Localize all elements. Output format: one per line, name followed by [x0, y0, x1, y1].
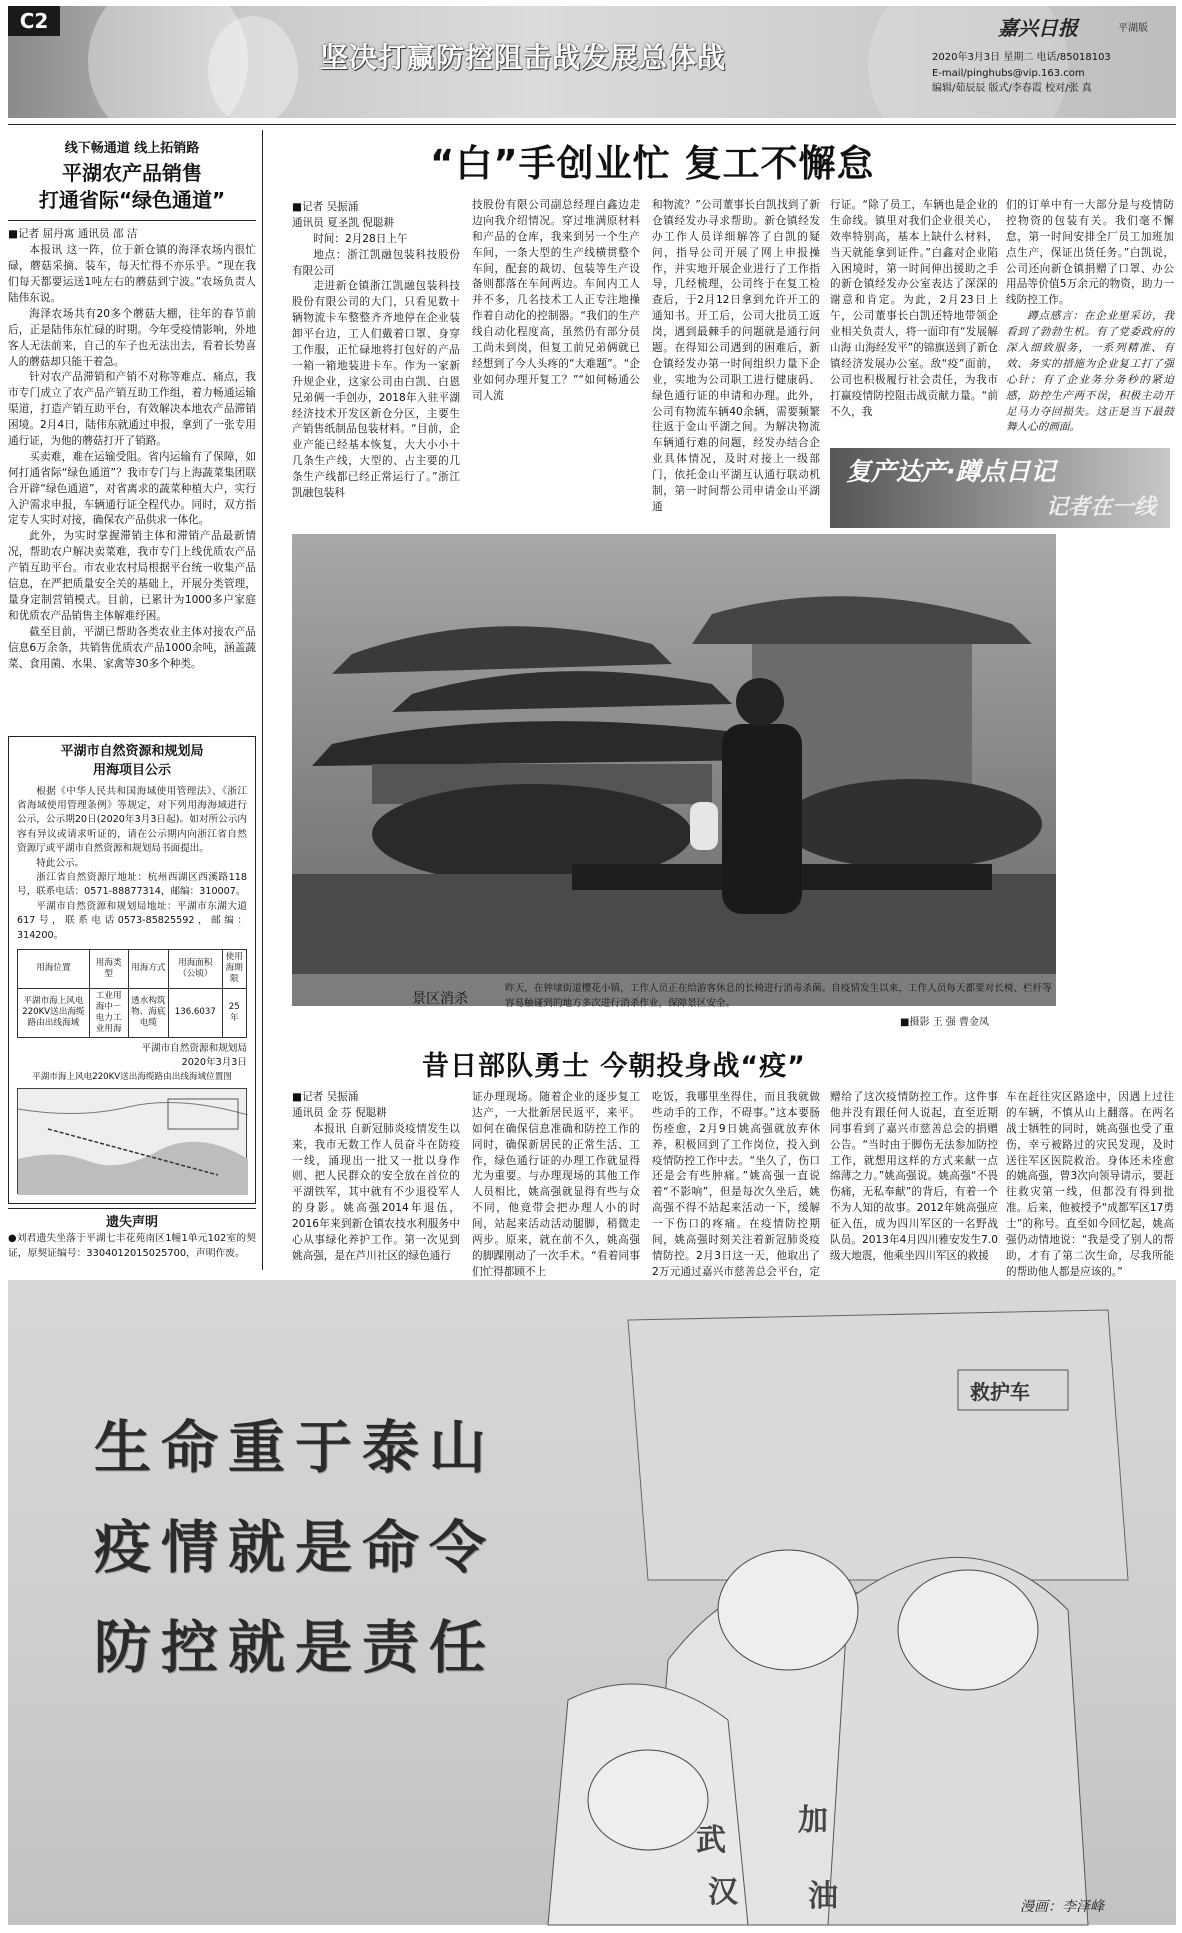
edition-label: 平湖版	[1118, 23, 1148, 34]
map-caption: 平湖市海上风电220KV送出海缆路由出线海域位置图	[32, 1072, 232, 1083]
notice-org: 平湖市自然资源和规划局	[60, 744, 204, 759]
paragraph: 赠给了这次疫情防控工作。这件事他并没有跟任何人说起，直至近期同事看到了嘉兴市慈善总会的捐赠公告。“当时由于脚伤无法参加防控工作，就想用这样的方式来献一点绵薄之力。”姚高强说。姚高强“不畏伤痛，无私奉献”的背后，有着一个不为人知的故事。2012年姚高强应征入伍，成为四川军区的一名野战队员。2013年4月四川雅安发生7.0级大地震，他乘坐四川军区的救援	[830, 1091, 998, 1262]
paragraph: 截至目前，平湖已帮助各类农业主体对接农产品信息6万余条，共销售优质农产品1000余吨，涵盖蔬菜、食用菌、水果、家禽等30多个种类。	[8, 625, 256, 670]
sea-use-table	[17, 949, 247, 1038]
illustration-credit: 漫画：李泽峰	[1020, 1899, 1104, 1915]
suit-text-1: 武	[696, 1823, 726, 1858]
table-cell: 透水构筑物、海底电缆	[128, 988, 169, 1038]
second-article-col3	[652, 1090, 820, 1278]
main-article-time: 时间：2月28日上午	[313, 232, 408, 245]
table-header: 用海位置	[18, 949, 90, 988]
left-article-title-line2: 打通省际“绿色通道”	[38, 188, 226, 213]
paragraph: 根据《中华人民共和国海域使用管理法》、《浙江省海域使用管理条例》等规定，对下列用海海域进行公示，公示期20日(2020年3月3日起)。如对所公示内容有异议或请求听证的，请在公示期内向浙江省自然资源厅或平湖市自然资源和规划局书面提出。	[17, 785, 247, 855]
main-article-place: 地点：浙江凯融包装科技股份有限公司	[292, 248, 460, 277]
table-row	[18, 988, 247, 1038]
paragraph: 本报讯 这一阵，位于新仓镇的海泽农场内很忙碌，蘑菇采摘、装车，每天忙得不亦乐乎。“现在我们每天都要运送1吨左右的蘑菇到宁波。”农场负责人陆伟东说。	[8, 244, 256, 305]
photo-credit: ■摄影 王 强 曹金凤	[900, 1017, 989, 1028]
table-header: 用海方式	[128, 949, 169, 988]
second-article-col2	[472, 1090, 640, 1278]
left-article-byline: ■记者 屈丹寓 通讯员 邵 洁	[8, 228, 138, 241]
second-article-col5	[1006, 1090, 1174, 1278]
table-cell: 25年	[222, 988, 247, 1038]
second-article-col1	[292, 1090, 460, 1270]
location-map	[17, 1088, 247, 1194]
second-article-byline: ■记者 吴振涌 通讯员 金 芬 倪聪耕	[292, 1091, 387, 1119]
slogan-line3: 防控就是责任	[94, 1615, 496, 1681]
anti-epidemic-illustration	[8, 1280, 1176, 1925]
left-article	[8, 140, 256, 672]
slogan-line2: 疫情就是命令	[94, 1515, 496, 1581]
main-article-title: “白”手创业忙 复工不懈怠	[430, 142, 875, 185]
page-code: C2	[8, 6, 60, 36]
paragraph: 们的订单中有一大部分是与疫情防控物资的包装有关。我们毫不懈怠，第一时间安排全厂员工加班加点生产，保证出货任务。”白凯说，公司还向新仓镇捐赠了口罩、办公用品等价值5万余元的物资，助力一线防控工作。	[1006, 199, 1174, 307]
diary-banner	[830, 448, 1170, 528]
paragraph: 行证。“除了员工，车辆也是企业的生命线。镇里对我们企业很关心，效率特别高，基本上缺什么材料，当天就能拿到证件。”白鑫对企业陷入困境时，第一时间伸出援助之手的新仓镇经发办公室表达了深深的谢意和肯定。为此，2月23日上午，公司董事长白凯还特地带领企业相关负责人，将一面印有“发展解山海 山海经发平”的锦旗送到了新仓镇经济发展办公室。敌“疫”面前，公司也积极履行社会责任，为我市打赢疫情防控阻击战贡献力量。“前不久，我	[830, 199, 998, 418]
suit-text-2: 加	[798, 1803, 828, 1838]
table-cell: 平湖市海上风电220KV送出海缆路由出线海域	[18, 988, 90, 1038]
paragraph: 证办理现场。随着企业的逐步复工达产，一大批新居民返平，来平。如何在确保信息准确和防控工作的同时，确保新居民的正常生活、工作，绿色通行证的办理工作就显得尤为重要。与办理现场的其他工作人员相比，姚高强就显得有些与众不同，他竟带会把办理人小的时间，站起来活动活动腿脚，稍微走两步。原来，就在前不久，姚高强的脚踝刚动了一次手术。“看着同事们忙得都顾不上	[472, 1091, 640, 1278]
table-cell: 136.6037	[169, 988, 222, 1038]
diary-banner-subtitle: 记者在一线	[1045, 495, 1156, 520]
paragraph: 和物流？”公司董事长白凯找到了新仓镇经发办寻求帮助。新仓镇经发办工作人员详细解答了白凯的疑问，指导公司开展了网上申报操作，并实地开展企业进行了工作指导，几经梳理，公司终于在复工检查后，于2月12日拿到允许开工的通知书。开工后，公司大批员工返岗，遇到最棘手的问题就是通行问题。在得知公司遇到的困难后，新仓镇经发办第一时间组织力量下企业，实地为公司职工进行健康码、绿色通行证的申请和办理。此外，公司有物流车辆40余辆，需要频繁往返于金山平湖之间。为解决物流车辆通行难的问题，经发办结合企业具体情况，及时对接上一级部门，依托金山平湖互认通行联动机制，第一时间帮公司申请金山平湖通	[652, 199, 820, 513]
main-article-byline: ■记者 吴振涌 通讯员 夏圣凯 倪聪耕	[292, 201, 395, 229]
page-header-title: 坚决打赢防控阻击战发展总体战	[320, 41, 727, 74]
lost-notice-body: ●刘君遗失坐落于平湖七丰花苑南区1幢1单元102室的契证，原契证编号：3304012015025700，声明作废。	[8, 1233, 256, 1260]
paragraph: 吃饭，我哪里坐得住，而且我就做些动手的工作，不碍事。”这本要肠伤痊愈，2月9日姚高强就放弃休养，积极回到了工作岗位，投入到疫情防控工作中去。“坐久了，伤口还是会有些肿痛。”姚高强一直说着“不影响”，但是每次久坐后，姚高强不得不站起来活动一下，缓解一下伤口的疼痛。在疫情防控期间，姚高强时刻关注着新冠肺炎疫情防控。2月3日这一天，他取出了2万元通过嘉兴市慈善总会平台，定	[652, 1091, 820, 1278]
paper-logo: 嘉兴日报	[998, 16, 1078, 40]
illustration-graphic	[8, 1280, 1176, 1925]
table-header: 用海类型	[89, 949, 128, 988]
notice-body	[17, 785, 247, 943]
table-header: 使用海期限	[222, 949, 247, 988]
suit-text-3: 汉	[708, 1875, 738, 1910]
photo-label: 景区消杀	[412, 991, 468, 1007]
paragraph: 针对农产品滞销和产销不对称等难点、痛点，我市专门成立了农产品产销互助工作组，着力畅通运输渠道，打造产销互助平台，有效解决本地农产品滞销困境。2月4日，陆伟东就通过申报，拿到了一张专用通行证，为他的蘑菇打开了销路。	[8, 371, 256, 448]
paragraph: 技股份有限公司副总经理白鑫边走边向我介绍情况。穿过堆满原材料和产品的仓库，我来到另一个生产车间，一条大型的生产线横贯整个车间，配套的裁切、包装等生产设备则都落在车间两边。车间内工人并不多，几名技术工人正专注地操作着自动化的控制器。“我们的生产线自动化程度高，虽然仍有部分员工尚未到岗，但复工前兄弟俩就已经想到了今人头疼的“大难题”。“企业如何办理开复工？”“如何畅通公司人流	[472, 199, 640, 402]
left-article-kicker: 线下畅通道 线上拓销路	[64, 141, 200, 156]
paragraph: 买卖难，难在运输受阻。省内运输有了保障，如何打通省际“绿色通道”？我市专门与上海蔬菜集团联合开辟“绿色通道”，对省离求的蔬菜种植大户，实行入沪需求申报，车辆通行证全程代办。同时，双方指定专人实时对接，确保农产品供求一体化。	[8, 450, 256, 527]
paragraph: 海泽农场共有20多个蘑菇大棚，往年的春节前后，正是陆伟东忙碌的时期。今年受疫情影响，外地客人无法前来，自己的车子也无法出去，看着长势喜人的蘑菇却只能干着急。	[8, 307, 256, 368]
ambulance-sign: 救护车	[970, 1380, 1030, 1404]
map-graphic	[18, 1089, 248, 1195]
photo-caption: 昨天，在钟埭街道樱花小镇，工作人员正在给游客休息的长椅进行消毒杀菌。自疫情发生以来，工作人员每天都要对长椅、栏杆等容易触碰到的地方多次进行消杀作业，保障景区安全。	[505, 983, 1052, 1009]
paragraph: 浙江省自然资源厅地址：杭州西湖区西溪路118号，联系电话：0571-88877314，邮编：310007。	[17, 872, 247, 898]
main-article-col4	[830, 198, 998, 443]
staff-line: 编辑/茹辰辰 版式/李春霞 校对/张 真	[932, 83, 1092, 94]
notice-title: 用海项目公示	[92, 762, 171, 778]
email-line: E-mail/pinghubs@vip.163.com	[932, 67, 1085, 79]
paragraph: 平湖市自然资源和规划局地址：平湖市东湖大道617号，联系电话0573-85825592，邮编：314200。	[17, 900, 247, 941]
second-article-col4	[830, 1090, 998, 1270]
disinfection-photo	[292, 534, 1056, 1006]
header-meta	[932, 50, 1172, 97]
suit-text-4: 油	[808, 1879, 838, 1914]
reporter-note: 蹲点感言：在企业里采访，我看到了勃勃生机。有了党委政府的深入细致服务，一系列精准、有效、务实的措施为企业复工打了强心针；有了企业务分务秒的紧迫感，防控生产两不误，积极主动开足马力夺回损失。这正是当下最鼓舞人心的画面。	[1006, 310, 1174, 434]
main-article-col5	[1006, 198, 1174, 443]
paragraph: 车在赶往灾区路途中，因遇上过往的车辆，不慎从山上翻落。在两名战士牺牲的同时，姚高强也受了重伤，幸亏被路过的灾民发现，及时送往军区医院救治。身体还未痊愈的姚高强，曾3次向领导请示，要赶往救灾第一线，但都没有得到批准。后来，他被授予“成都军区17勇士”的称号。直至如今回忆起，姚高强仍动情地说：“我是受了别人的帮助，才有了第二次生命，尽我所能的帮助他人都是应该的。”	[1006, 1091, 1174, 1278]
second-article-title: 昔日部队勇士 今朝投身战“疫”	[422, 1051, 806, 1082]
main-article-col2	[472, 198, 640, 405]
left-article-title-line1: 平湖农产品销售	[62, 161, 202, 186]
notice-sign: 平湖市自然资源和规划局	[141, 1043, 247, 1055]
left-article-body	[8, 243, 256, 672]
paragraph: 走进新仓镇浙江凯融包装科技股份有限公司的大门，只看见数十辆物流卡车整整齐齐地停在企业装卸平台边，工人们戴着口罩、身穿工作服，正忙碌地将打包好的产品一箱一箱地装进卡车。作为一家新升规企业，这家公司由白凯、白恩兄弟俩一手创办，2018年入驻平湖经济技术开发区新仓分区，主要生产销售纸制品包装材料。“目前，企业产能已经基本恢复，大大小小十几条生产线，大型的、占主要的几条生产线都已经正常运行了。”浙江凯融包装科	[292, 280, 460, 500]
sea-use-notice	[8, 736, 256, 1204]
main-article-col1	[292, 200, 460, 502]
lost-notice	[8, 1214, 256, 1262]
main-article-col3	[652, 198, 820, 516]
header-rule	[8, 124, 1176, 125]
notice-date: 2020年3月3日	[181, 1056, 247, 1068]
photo-graphic	[292, 534, 1056, 974]
diary-banner-title: 复产达产·蹲点日记	[846, 457, 1056, 486]
paragraph: 本报讯 自新冠肺炎疫情发生以来，我市无数工作人员奋斗在防疫一线，涌现出一批又一批以身作则、把人民群众的安全放在首位的平湖铁军，其中就有不少退役军人的身影。姚高强2014年退伍，2016年来到新仓镇农技水利服务中心从事绿化养护工作。第一次见到姚高强，是在芦川社区的绿色通行	[292, 1122, 460, 1262]
paragraph: 特此公示。	[36, 857, 85, 869]
left-column-rule	[262, 130, 263, 1270]
table-cell: 工业用海中－电力工业用海	[89, 988, 128, 1038]
slogan-line1: 生命重于泰山	[94, 1415, 496, 1481]
table-header: 用海面积（公顷）	[169, 949, 222, 988]
date-line: 2020年3月3日 星期二 电话/85018103	[932, 52, 1111, 63]
lost-notice-title: 遗失声明	[105, 1215, 158, 1230]
paragraph: 此外，为实时掌握滞销主体和滞销产品最新情况，帮助农户解决卖菜难，我市专门上线优质农产品产销互助平台。市农业农村局根据平台统一收集产品信息，在严把质量安全关的基础上，开展分类管理，量身定制营销模式。目前，已累计为1000多户家庭和优质农产品销售主体解难纾困。	[8, 530, 256, 622]
